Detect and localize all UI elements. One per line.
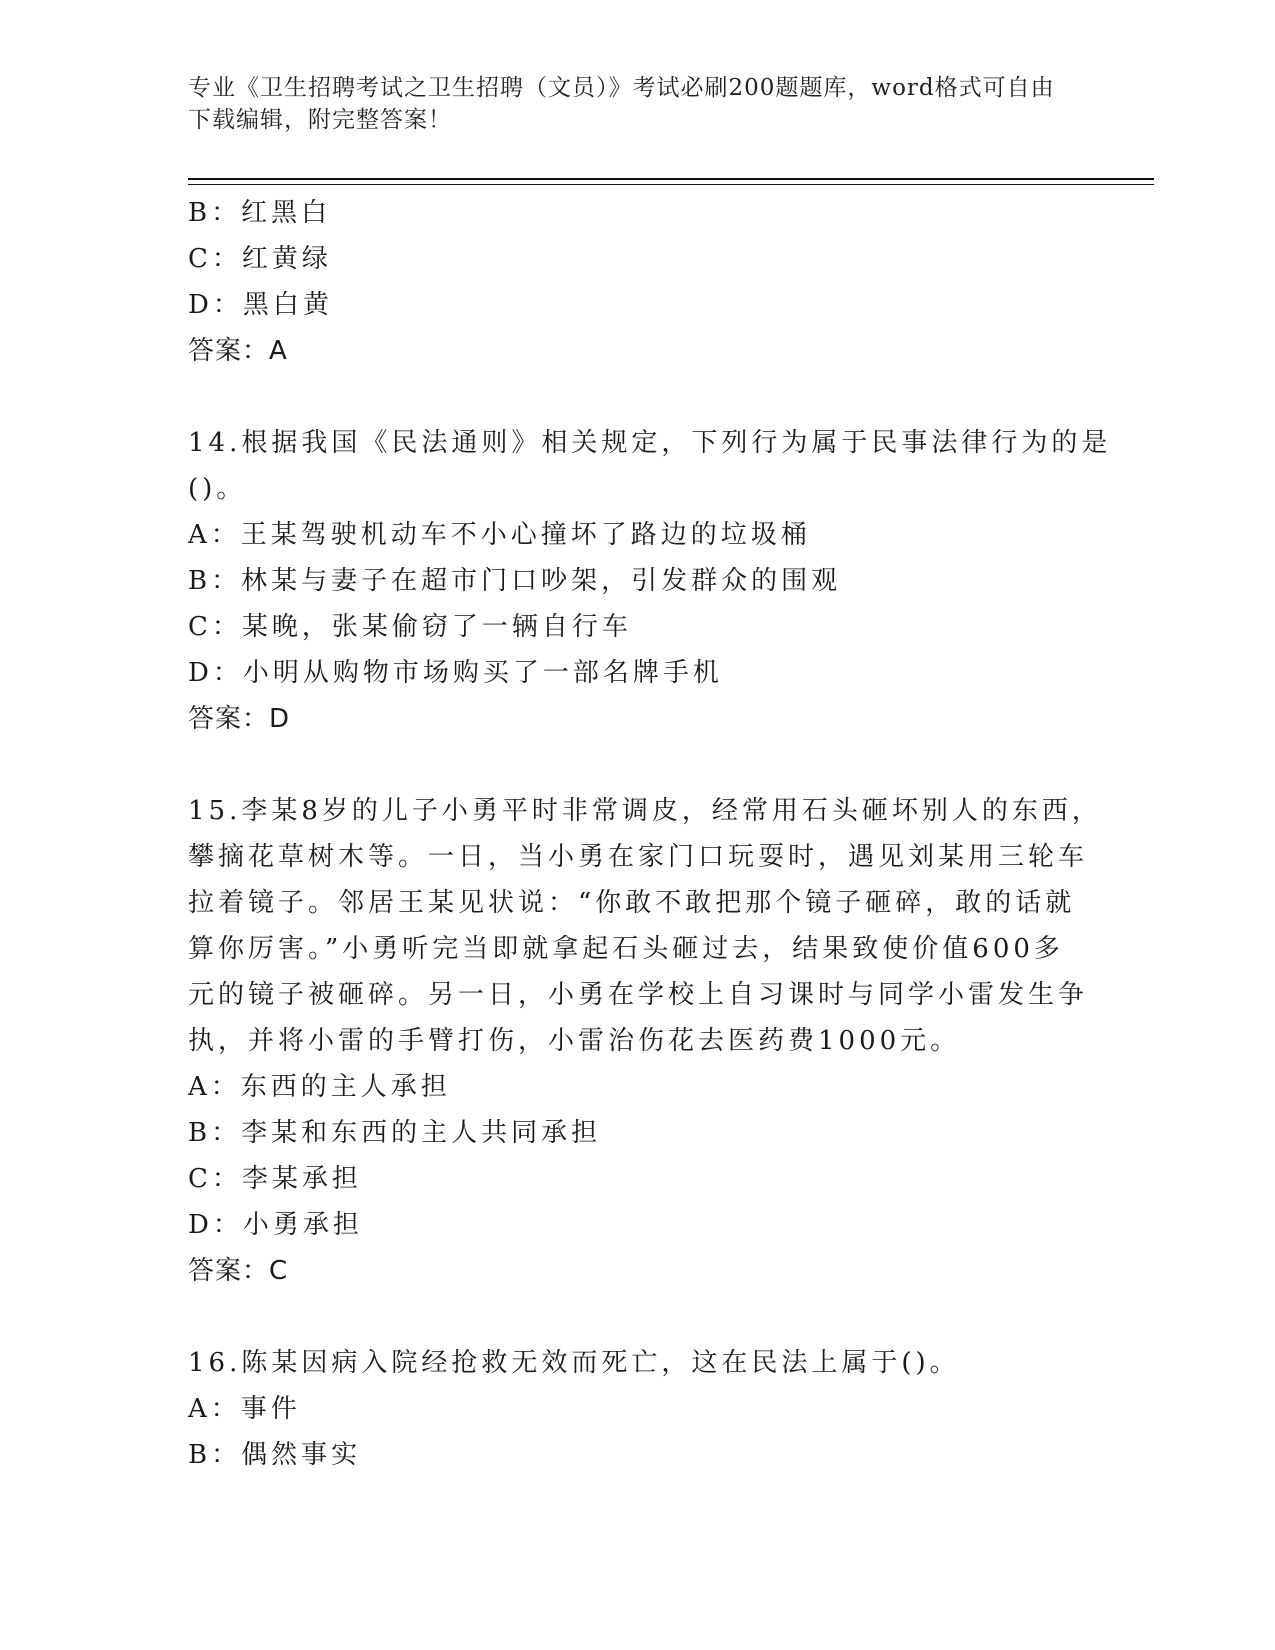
q15-stem-line-3: 拉着镜子。邻居王某见状说：“你敢不敢把那个镜子砸碎，敢的话就 bbox=[188, 888, 1076, 918]
q14-option-c: C：某晚，张某偷窃了一辆自行车 bbox=[188, 612, 632, 642]
q15-option-b: B：李某和东西的主人共同承担 bbox=[188, 1118, 602, 1148]
q15-option-c: C：李某承担 bbox=[188, 1164, 362, 1194]
q15-stem-line-1: 15.李某8岁的儿子小勇平时非常调皮，经常用石头砸坏别人的东西， bbox=[188, 796, 1102, 826]
spacer bbox=[188, 1294, 1088, 1340]
spacer bbox=[188, 374, 1088, 420]
q15-option-a: A：东西的主人承担 bbox=[188, 1072, 451, 1102]
header-divider-thick bbox=[188, 178, 1154, 180]
q13-answer: 答案：A bbox=[188, 336, 288, 366]
question-13 bbox=[188, 190, 1088, 374]
q13-option-b: B：红黑白 bbox=[188, 198, 332, 228]
q14-option-d: D：小明从购物市场购买了一部名牌手机 bbox=[188, 658, 723, 688]
q15-stem-line-5: 元的镜子被砸碎。另一日，小勇在学校上自习课时与同学小雷发生争 bbox=[188, 980, 1089, 1010]
q16-option-a: A：事件 bbox=[188, 1394, 301, 1424]
q15-option-d: D：小勇承担 bbox=[188, 1210, 363, 1240]
q16-stem: 16.陈某因病入院经抢救无效而死亡，这在民法上属于()。 bbox=[188, 1348, 960, 1378]
q15-stem-line-2: 攀摘花草树木等。一日，当小勇在家门口玩耍时，遇见刘某用三轮车 bbox=[188, 842, 1089, 872]
q16-option-b: B：偶然事实 bbox=[188, 1440, 362, 1470]
document-body bbox=[188, 190, 1112, 1478]
header-divider-thin bbox=[188, 184, 1154, 185]
q14-stem-line-1: 14.根据我国《民法通则》相关规定，下列行为属于民事法律行为的是 bbox=[188, 428, 1112, 458]
q14-option-a: A：王某驾驶机动车不小心撞坏了路边的垃圾桶 bbox=[188, 520, 811, 550]
q14-option-b: B：林某与妻子在超市门口吵架，引发群众的围观 bbox=[188, 566, 842, 596]
q13-option-d: D：黑白黄 bbox=[188, 290, 333, 320]
q15-stem-line-6: 执，并将小雷的手臂打伤，小雷治伤花去医药费1000元。 bbox=[188, 1026, 961, 1056]
question-16 bbox=[188, 1340, 1088, 1478]
question-15 bbox=[188, 788, 1102, 1294]
q14-stem-line-2: ()。 bbox=[188, 474, 247, 504]
q15-answer: 答案：C bbox=[188, 1256, 289, 1286]
q13-option-c: C：红黄绿 bbox=[188, 244, 332, 274]
q14-answer: 答案：D bbox=[188, 704, 291, 734]
q15-stem-line-4: 算你厉害。”小勇听完当即就拿起石头砸过去，结果致使价值600多 bbox=[188, 934, 1064, 964]
page-header: 专业《卫生招聘考试之卫生招聘（文员）》考试必刷200题题库，word格式可自由下载编辑，附完整答案！ bbox=[188, 75, 1055, 133]
question-14 bbox=[188, 420, 1112, 742]
spacer bbox=[188, 742, 1088, 788]
